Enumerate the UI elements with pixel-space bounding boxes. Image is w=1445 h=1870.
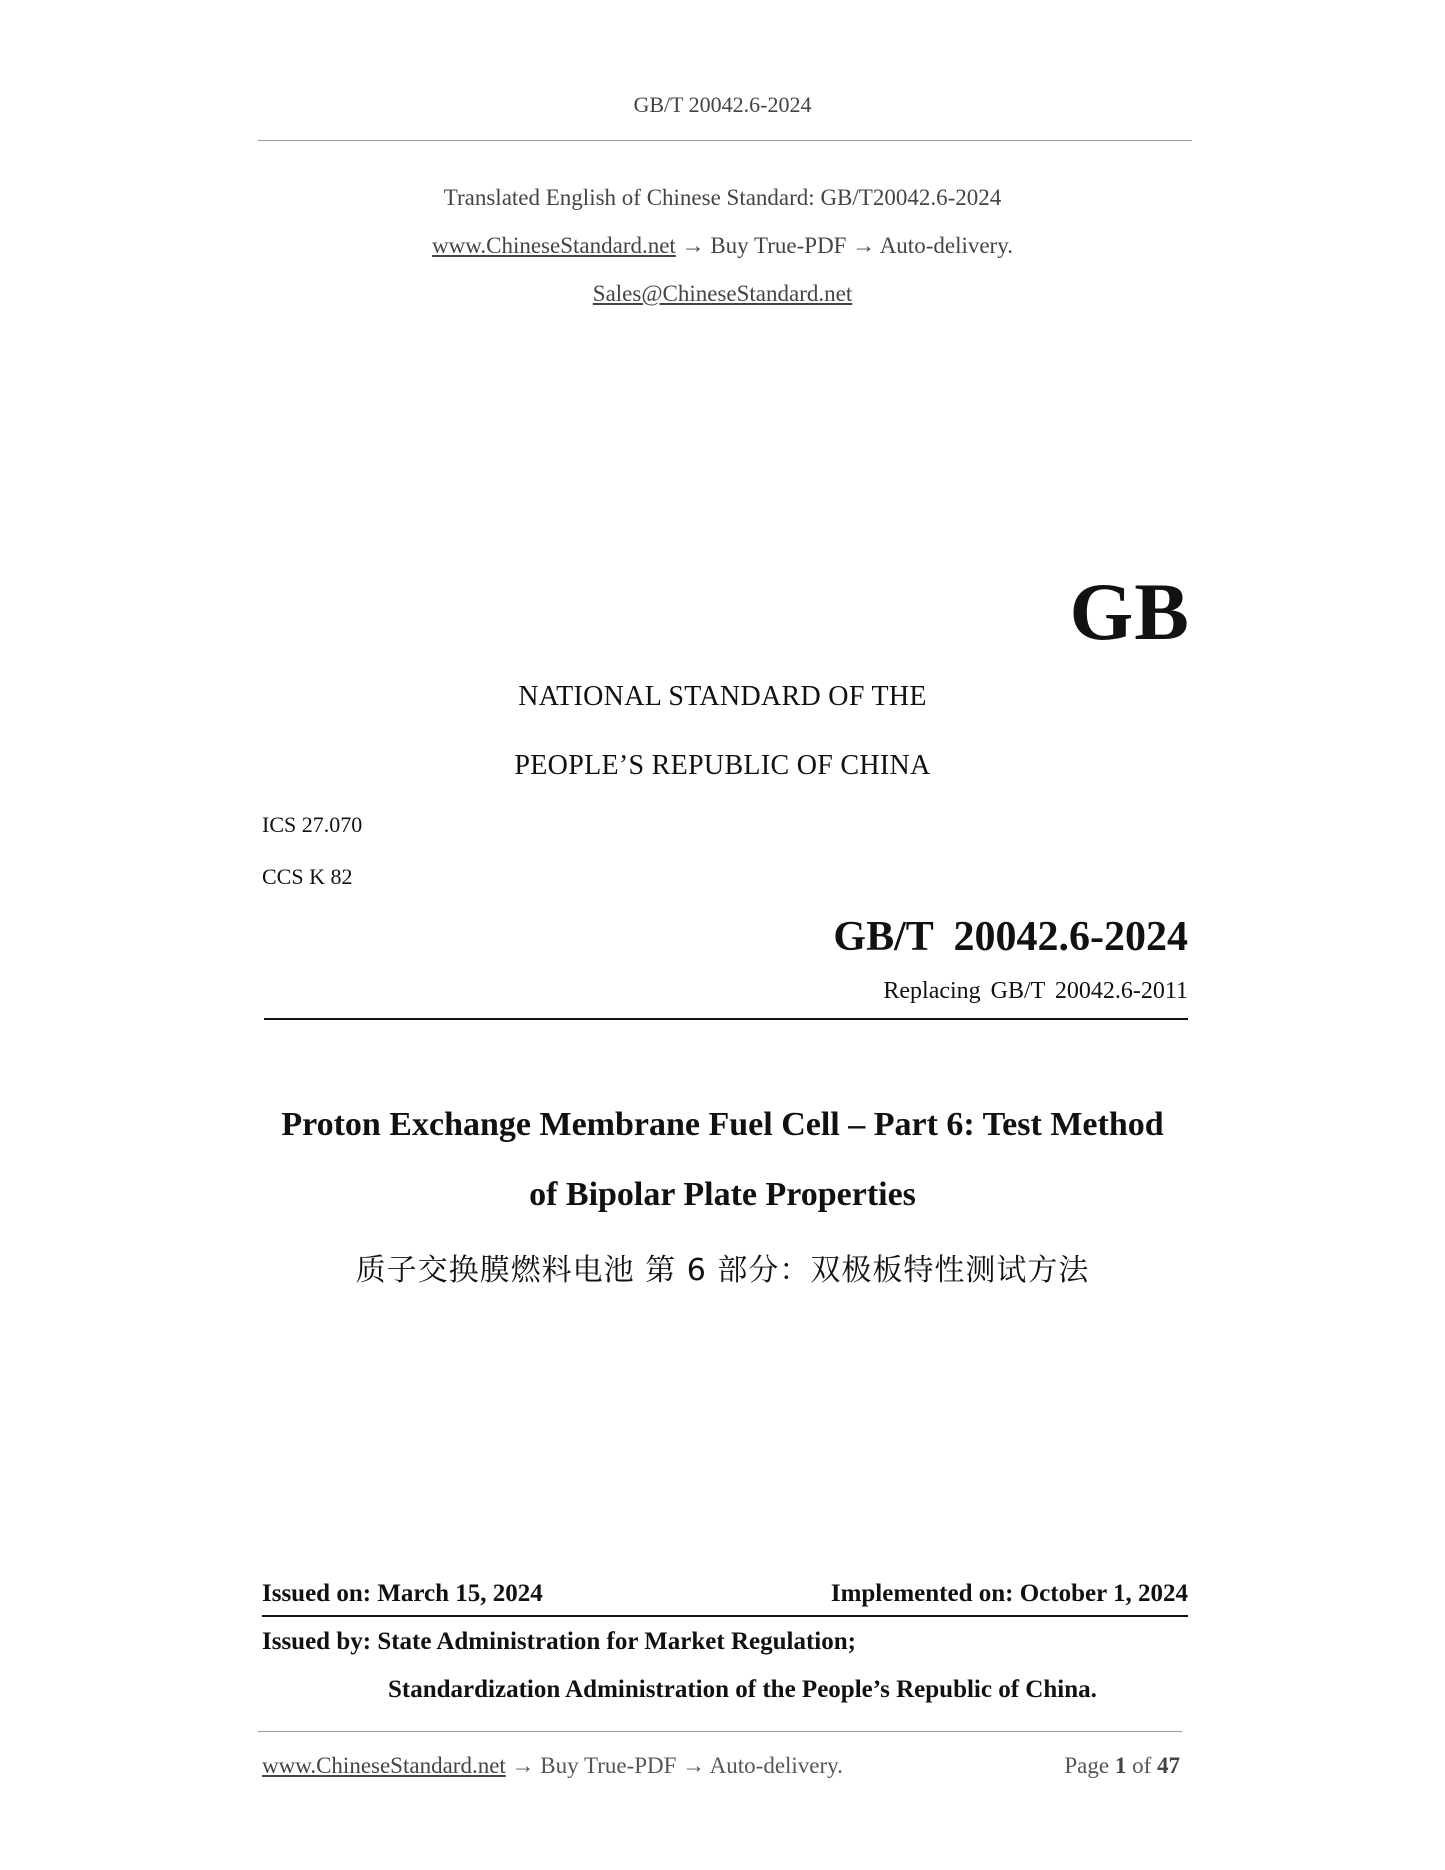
page-indicator bbox=[900, 1753, 1180, 1779]
running-header: GB/T 20042.6-2024 bbox=[633, 92, 812, 117]
gb-mark: GB bbox=[1069, 566, 1190, 657]
page-current: 1 bbox=[1114, 1753, 1127, 1778]
title-en-line1: Proton Exchange Membrane Fuel Cell – Part 6: Test Method bbox=[281, 1106, 1164, 1143]
footer-divider bbox=[258, 1731, 1182, 1732]
issued-on-date: Issued on: March 15, 2024 bbox=[262, 1580, 543, 1607]
email-line bbox=[0, 281, 1445, 307]
page-total: 47 bbox=[1157, 1753, 1180, 1778]
implemented-on-date: Implemented on: October 1, 2024 bbox=[830, 1580, 1188, 1607]
title-chinese: 质子交换膜燃料电池 第 6 部分：双极板特性测试方法 bbox=[355, 1253, 1090, 1288]
translation-notice: Translated English of Chinese Standard: GB/T20042.6-2024 bbox=[443, 185, 1002, 210]
title-en-line2: of Bipolar Plate Properties bbox=[529, 1176, 916, 1213]
issued-by-second: Standardization Administration of the People’s Republic of China. bbox=[388, 1676, 1097, 1703]
site-link[interactable]: www.ChineseStandard.net bbox=[432, 233, 676, 258]
replacing-standard: Replacing GB/T 20042.6-2011 bbox=[883, 978, 1188, 1004]
footer-site-link[interactable]: www.ChineseStandard.net bbox=[262, 1753, 506, 1778]
title-divider bbox=[264, 1018, 1188, 1020]
page-of: of bbox=[1126, 1753, 1157, 1778]
footer-purchase-line bbox=[262, 1753, 843, 1779]
national-standard-line2: PEOPLE’S REPUBLIC OF CHINA bbox=[514, 750, 931, 781]
ics-code: ICS 27.070 bbox=[262, 812, 363, 837]
issue-divider bbox=[262, 1615, 1188, 1617]
page-label: Page bbox=[1064, 1753, 1115, 1778]
purchase-line bbox=[0, 233, 1445, 259]
issued-by: Issued by: State Administration for Market Regulation; bbox=[262, 1628, 856, 1655]
email-link[interactable]: Sales@ChineseStandard.net bbox=[592, 281, 853, 306]
standard-number: GB/T 20042.6-2024 bbox=[833, 914, 1188, 960]
national-standard-line1: NATIONAL STANDARD OF THE bbox=[518, 681, 927, 712]
footer-buy-text: → Buy True-PDF → Auto-delivery. bbox=[505, 1753, 843, 1778]
header-divider bbox=[258, 140, 1192, 141]
buy-text: → Buy True-PDF → Auto-delivery. bbox=[675, 233, 1013, 258]
ccs-code: CCS K 82 bbox=[262, 864, 353, 889]
